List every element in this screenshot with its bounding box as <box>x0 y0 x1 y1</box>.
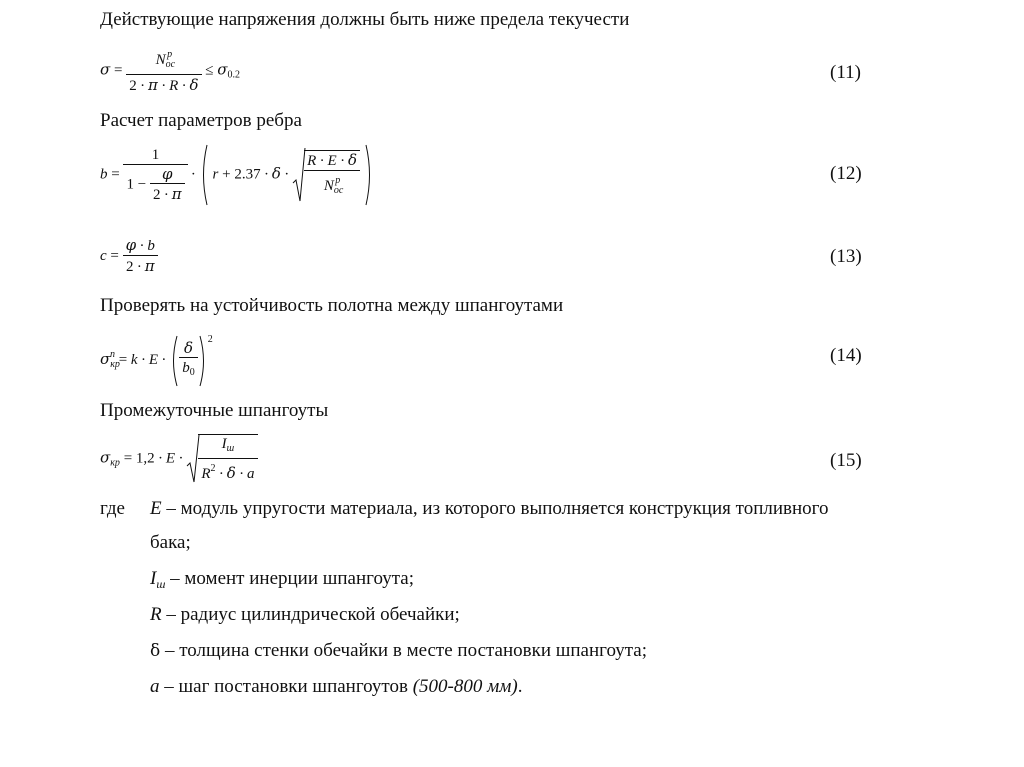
definition-subscript: ш <box>156 577 166 591</box>
definition-text: – модуль упругости материала, из которого выполняется конструкция топливного <box>161 498 829 519</box>
definition-E-continuation <box>150 526 191 560</box>
definition-a <box>150 670 522 704</box>
equation-number-12: (12) <box>830 163 862 184</box>
definition-text: – шаг постановки шпангоутов <box>159 676 413 697</box>
definition-symbol: δ <box>150 641 161 661</box>
where-label: где <box>100 498 125 519</box>
equation-number-11: (11) <box>830 62 861 83</box>
formula-15: $\sigma_{кр} = 1,2 \cdot E$ · $\frac{I_ш}{R^2 \cdot \delta \cdot a}$ <box>100 434 258 484</box>
heading-stability-check: Проверять на устойчивость полотна между шпангоутами <box>100 295 564 316</box>
definition-E <box>150 492 828 526</box>
left-paren-icon <box>199 143 209 207</box>
definition-range: (500-800 мм) <box>412 676 518 697</box>
definition-delta <box>150 634 647 668</box>
heading-rib-parameters: Расчет параметров ребра <box>100 110 302 131</box>
definition-text: – радиус цилиндрической обечайки; <box>161 604 460 625</box>
definition-text: – момент инерции шпангоута; <box>165 568 414 589</box>
formula-12: b = 1 1 − $\frac{\varphi}{2 \cdot \pi}$ · r + 2.37 · δ · $\frac{R \cdot E \cdot \delta}{N_{ос}^p}$ <box>100 143 374 207</box>
heading-intermediate-frames: Промежуточные шпангоуты <box>100 400 329 421</box>
definition-I <box>150 562 414 601</box>
equation-number-13: (13) <box>830 246 862 267</box>
formula-14: $\sigma_{кр}^п = k \cdot E$ · $\frac{\delta}{b_0}$ $^2$ <box>100 330 213 388</box>
definition-symbol: E <box>150 498 162 519</box>
right-paren-icon <box>198 334 208 388</box>
definition-text: – толщина стенки обечайки в месте постановки шпангоута; <box>160 640 647 661</box>
right-paren-icon <box>364 143 374 207</box>
equation-number-14: (14) <box>830 345 862 366</box>
left-paren-icon <box>169 334 179 388</box>
formula-13: c = $\frac{\varphi \cdot b}{2 \cdot \pi}$ <box>100 236 158 277</box>
heading-yield-stress: Действующие напряжения должны быть ниже предела текучести <box>100 9 630 30</box>
definition-R <box>150 598 460 632</box>
definition-period: . <box>517 676 523 697</box>
definition-text: бака; <box>150 532 191 553</box>
equation-number-15: (15) <box>830 450 862 471</box>
formula-11: σ = $\frac{N_{ос}^p}{2 \cdot \pi \cdot R \cdot \delta}$ ≤ $\sigma_{0.2}$ <box>100 46 240 96</box>
definition-symbol: a <box>150 676 160 697</box>
definition-symbol: I <box>150 568 157 589</box>
definition-symbol: R <box>150 604 162 625</box>
